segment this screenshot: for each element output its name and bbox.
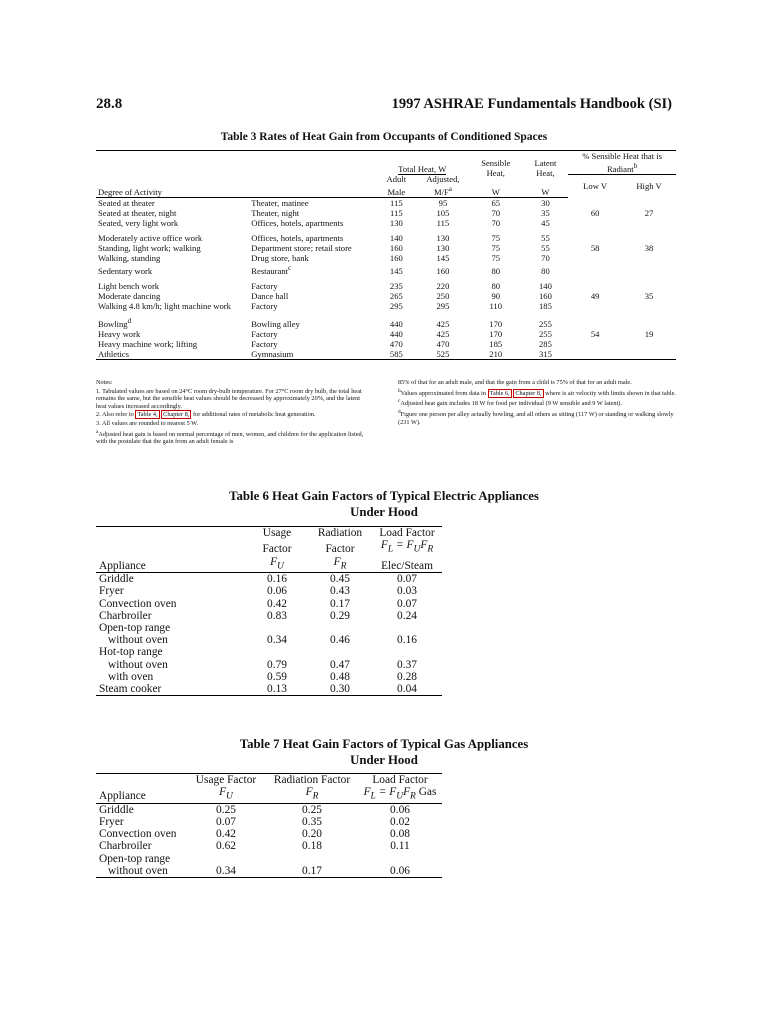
table3-cell-sens: 75 <box>491 253 501 264</box>
appliance-header-7: Appliance <box>96 786 186 803</box>
table3-cell-sens: 210 <box>469 349 523 360</box>
table3-cell-adj: 425 <box>436 328 450 339</box>
table3-cell-activity: Heavy work <box>98 328 141 339</box>
table3-cell-activity: Walking 4.8 km/h; light machine work <box>98 301 231 312</box>
table6-cell-r: 0.46 <box>330 634 350 647</box>
adjusted-header: Adjusted, <box>426 174 460 185</box>
table7-cell-r: 0.35 <box>302 815 322 828</box>
table3-cell-high <box>622 339 676 349</box>
table3-cell-activity: Standing, light work; walking <box>98 243 201 254</box>
table6-row <box>96 634 442 646</box>
table3-cell-place: Factory <box>251 328 278 339</box>
table6-cell-name: Convection oven <box>99 597 177 610</box>
table7-title: Table 7 Heat Gain Factors of Typical Gas Appliances Under Hood <box>0 736 768 768</box>
table3-cell-activity: Seated at theater, night <box>98 208 177 219</box>
table6-cell-u: 0.16 <box>267 573 287 586</box>
table3-cell-place: Offices, hotels, apartments <box>251 233 344 244</box>
table6-cell-l: 0.07 <box>397 573 417 586</box>
table3-cell-adj: 470 <box>436 338 450 349</box>
table3-cell-place: Drug store, bank <box>251 253 309 264</box>
table6-cell-u: 0.42 <box>267 597 287 610</box>
table3-row <box>96 198 676 209</box>
table3-cell-adj: 115 <box>436 218 450 229</box>
table7-row <box>96 828 442 840</box>
table3-cell-low <box>568 311 622 329</box>
table3-cell-low <box>568 228 622 243</box>
table6-row <box>96 585 442 597</box>
table3-cell-male: 115 <box>390 198 403 209</box>
table3-cell-low <box>568 198 622 209</box>
table3-notes-right <box>398 379 676 427</box>
table3-cell-low: 49 <box>590 291 600 302</box>
table3-cell-male: 160 <box>389 243 403 254</box>
table3-cell-place: Department store; retail store <box>251 243 352 254</box>
table6-subtitle: Under Hood <box>350 505 418 519</box>
activity-header: Degree of Activity <box>96 184 249 197</box>
table3-cell-adj: 160 <box>436 266 450 277</box>
table6-body <box>96 573 442 696</box>
table3-cell-low <box>568 276 622 291</box>
table3-cell-lat: 285 <box>539 338 552 349</box>
table3-row <box>96 329 676 339</box>
note-2: 2. Also refer to Table 4, Chapter 8, for additional rates of metabolic heat generation. <box>96 411 316 419</box>
table3-cell-sens: 80 <box>491 281 501 292</box>
table3-cell-sens: 170 <box>489 328 503 339</box>
notes-heading: Notes: <box>96 379 113 386</box>
table3-cell-lat: 70 <box>541 253 550 264</box>
table6-cell-r: 0.45 <box>330 573 350 586</box>
table3-cell-high <box>622 218 676 228</box>
table6-cell-u: 0.34 <box>267 634 287 647</box>
table6-cell-name: Fryer <box>99 585 124 598</box>
table6-cell-l: 0.28 <box>397 670 417 683</box>
chapter8-link[interactable]: Chapter 8, <box>163 411 190 419</box>
table7-cell-r: 0.17 <box>266 865 358 878</box>
table3-cell-male: 130 <box>389 218 403 229</box>
table7-row <box>96 803 442 816</box>
table3-cell-male: 440 <box>389 328 403 339</box>
table3-cell-male: 295 <box>389 301 403 312</box>
table7-cell-name: Charbroiler <box>99 840 152 853</box>
table3-row <box>96 276 676 291</box>
table3-cell-activity: Walking, standing <box>98 253 161 264</box>
table3-row <box>96 228 676 243</box>
table3-cell-low: 60 <box>590 208 600 219</box>
table6-cell-l: 0.07 <box>397 597 417 610</box>
table7-cell-u: 0.07 <box>216 815 236 828</box>
note-d: $^d$Figure one person per alley actually bowling, and all others as sitting (117 W) or standing or walking slowly (231 W). <box>398 408 674 426</box>
table7-cell-u: 0.62 <box>216 840 236 853</box>
table3-cell-high <box>622 276 676 291</box>
table3-cell-activity: Athletics <box>96 349 249 360</box>
table3-title: Table 3 Rates of Heat Gain from Occupants of Conditioned Spaces <box>220 131 548 143</box>
table3-body <box>96 198 676 360</box>
note-a: $^a$Adjusted heat gain is based on normal percentage of men, women, and children for the application listed, with the postulate that the gain from an adult female is <box>96 428 364 446</box>
table3-cell-sens: 75 <box>491 243 501 254</box>
table3-cell-lat: 55 <box>541 243 550 254</box>
table6-cell-r: 0.17 <box>330 597 350 610</box>
table6-cell-u: 0.06 <box>267 585 287 598</box>
table3-cell-activity: Moderate dancing <box>98 291 161 302</box>
table3-cell-lat: 55 <box>541 233 550 244</box>
table3-cell-lat: 255 <box>539 318 552 329</box>
note-3: 3. All values are rounded to nearest 5 W. <box>96 419 199 427</box>
table6-cell-l <box>372 622 442 634</box>
table3-cell-sens: 70 <box>491 208 501 219</box>
table7-cell-name: Fryer <box>99 815 124 828</box>
table3-cell-activity: Moderately active office work <box>98 233 203 244</box>
table3-cell-place: Factory <box>251 301 278 312</box>
table3-row <box>96 218 676 228</box>
table3-row <box>96 311 676 329</box>
table7-cell-name: Griddle <box>99 803 134 816</box>
table7-cell-l: 0.02 <box>390 815 410 828</box>
table7-cell-r: 0.25 <box>302 803 322 816</box>
table6-cell-l: 0.03 <box>397 585 417 598</box>
table3-cell-sens: 110 <box>489 301 503 312</box>
table7-subtitle: Under Hood <box>350 753 418 767</box>
table3-cell-low <box>568 349 622 360</box>
table7-cell-r: 0.18 <box>302 840 322 853</box>
table3-cell-high: 35 <box>644 291 654 302</box>
note-b: $^b$Values approximated from data in Table 6, Chapter 8, where is air velocity with limits shown in that table. <box>398 387 676 397</box>
table3-cell-adj: 295 <box>436 301 450 312</box>
table3-cell-adj: 250 <box>436 291 450 302</box>
table7-cell-name: without oven <box>96 865 186 878</box>
table3-cell-sens: 75 <box>491 233 501 244</box>
table3-cell-male: 470 <box>389 338 403 349</box>
table3-cell-high <box>622 263 676 276</box>
table6-row <box>96 646 442 658</box>
table3-cell-place: Theater, matinee <box>251 198 309 209</box>
table3-cell-activity: Seated, very light work <box>98 218 179 229</box>
table3-cell-activity: Light bench work <box>98 281 160 292</box>
table3-cell-place: Factory <box>251 281 278 292</box>
chapter8-link-2[interactable]: Chapter 8, <box>515 389 542 397</box>
table7-cell-l <box>358 853 442 865</box>
table6-cell-r: 0.30 <box>308 683 372 696</box>
table3-cell-sens: 80 <box>491 266 501 277</box>
table7-cell-l: 0.06 <box>390 803 410 816</box>
table3-cell-lat: 185 <box>539 301 552 312</box>
table3-cell-low: 54 <box>590 328 600 339</box>
table7-cell-name: Open-top range <box>99 852 171 865</box>
table6-cell-r: 0.48 <box>330 670 350 683</box>
table3-cell-male: 585 <box>376 349 417 360</box>
table7-cell-r: 0.20 <box>302 828 322 841</box>
table6-cell-r: 0.43 <box>330 585 350 598</box>
table3-cell-sens: 185 <box>489 338 503 349</box>
table7-row <box>96 865 442 878</box>
table3-cell-male: 140 <box>389 233 403 244</box>
page-number: 28.8 <box>96 96 123 112</box>
table3-row <box>96 243 676 253</box>
table3-cell-high: 27 <box>644 208 654 219</box>
table3-cell-place: Offices, hotels, apartments <box>251 218 344 229</box>
table6-cell-name: Open-top range <box>99 621 171 634</box>
table7-cell-r <box>266 853 358 865</box>
table6-cell-name: Hot-top range <box>99 646 163 659</box>
table6-row <box>96 659 442 671</box>
total-heat-header: Total Heat, W <box>398 164 447 175</box>
table3-cell-sens: 70 <box>491 218 501 229</box>
table3-row <box>96 208 676 218</box>
table3-row <box>96 339 676 349</box>
table6-row <box>96 671 442 683</box>
table3-cell-activity: Heavy machine work; lifting <box>98 338 198 349</box>
table6-cell-name: Charbroiler <box>99 609 152 622</box>
table3-cell-activity: Seated at theater <box>98 198 155 209</box>
book-title: 1997 ASHRAE Fundamentals Handbook (SI) <box>391 96 672 112</box>
table3-cell-adj: 145 <box>436 253 450 264</box>
table6-cell-r: 0.29 <box>330 609 350 622</box>
table3-cell-high <box>622 301 676 311</box>
table3-cell-lat: 160 <box>539 291 552 302</box>
table3-cell-high <box>622 253 676 263</box>
table7-cell-u: 0.42 <box>216 828 236 841</box>
table3-row <box>96 253 676 263</box>
note-a-continued: 85% of that for an adult male, and that the gain from a child is 75% of that for an adult male. <box>398 379 632 386</box>
table6-cell-name: without oven <box>108 634 168 647</box>
table3-row <box>96 349 676 360</box>
table3-row <box>96 263 676 276</box>
table3-cell-place: Theater, night <box>251 208 300 219</box>
table3-cell-male: 440 <box>389 318 403 329</box>
table3-cell-low: 58 <box>590 243 600 254</box>
table7-row <box>96 853 442 865</box>
table3-notes-left <box>96 379 372 447</box>
table6-cell-name: without oven <box>108 658 168 671</box>
table6-cell-l: 0.16 <box>397 634 417 647</box>
table3-cell-adj: 425 <box>436 318 450 329</box>
table3-cell-sens: 90 <box>491 291 501 302</box>
table3-cell-low <box>568 301 622 311</box>
table3-cell-adj: 105 <box>436 208 450 219</box>
table6-row <box>96 573 442 586</box>
table7-cell-u <box>186 853 266 865</box>
table3-cell-adj: 525 <box>417 349 469 360</box>
table3-cell-high: 38 <box>644 243 654 254</box>
table3-cell-adj: 130 <box>436 243 450 254</box>
table3: Total Heat, W Sensible Heat, Latent Heat, % Sensible Heat that is Radiant$^b$ Adult Adjusted, Low V High V Degree of Activity Male $M/F^a$ W W Seated at theater Theater, matinee 115 95 65 30 Seated at theater, night Theater, night 115 105 70 35 60 27 Seated, very light work Offices, hotels, apartments 130 115 70 45 Moderately active office work Offices, hotels, apartments 140 130 75 55 Standing, light work; walking Department store; retail store 160 130 75 55 58 38 Walking, standing Drug store, bank 160 145 75 70 Sedentary work Restaurant$^c$ 145 160 80 80 Light bench work Factory 235 220 80 140 Moderate dancing Dance hall 265 250 90 160 49 35 Walking 4.8 km/h; light machine work Factory 295 295 110 185 Bowling$^d$ Bowling alley 440 425 170 255 Heavy work Factory 440 425 170 255 54 19 Heavy machine work; lifting Factory 470 470 185 285 Athletics Gymnasium 585 525 210 315 <box>96 150 676 360</box>
table3-cell-low <box>568 253 622 263</box>
table3-cell-high <box>622 349 676 360</box>
table6-cell-u: 0.59 <box>267 670 287 683</box>
adult-male-header: Adult <box>386 174 407 185</box>
table3-cell-lat: 45 <box>541 218 550 229</box>
table6-row <box>96 610 442 622</box>
table3-cell-high <box>622 311 676 329</box>
table3-cell-activity: Sedentary work <box>98 266 153 277</box>
table3-cell-male: 115 <box>390 208 403 219</box>
table3-cell-sens: 170 <box>489 318 503 329</box>
table3-cell-high: 19 <box>644 328 654 339</box>
table6-title: Table 6 Heat Gain Factors of Typical Electric Appliances Under Hood <box>0 488 768 520</box>
table6-cell-l: 0.24 <box>397 609 417 622</box>
table6-cell-u: 0.79 <box>267 658 287 671</box>
table6-row <box>96 622 442 634</box>
table3-row <box>96 301 676 311</box>
table4-link[interactable]: Table 4, <box>137 411 158 419</box>
table7-cell-name: Convection oven <box>99 828 177 841</box>
table3-cell-adj: 220 <box>436 281 450 292</box>
table6-row <box>96 683 442 696</box>
table6-cell-l <box>372 646 442 658</box>
table3-cell-male: 160 <box>389 253 403 264</box>
table3-cell-sens: 65 <box>491 198 501 209</box>
table3-row <box>96 291 676 301</box>
table3-cell-lat: 80 <box>541 266 550 277</box>
table6-cell-r: 0.47 <box>330 658 350 671</box>
table3-cell-lat: 315 <box>523 349 569 360</box>
table7-cell-l: 0.08 <box>390 828 410 841</box>
table6-cell-name: Griddle <box>99 573 134 586</box>
table7-row <box>96 816 442 828</box>
table7-cell-u: 0.34 <box>186 865 266 878</box>
table6-row <box>96 598 442 610</box>
table7-body <box>96 803 442 877</box>
table3-cell-lat: 140 <box>539 281 552 292</box>
table3-cell-male: 235 <box>389 281 403 292</box>
table3-cell-low <box>568 263 622 276</box>
table3-cell-lat: 35 <box>541 208 550 219</box>
table3-cell-place: Bowling alley <box>251 318 300 329</box>
table3-cell-high <box>622 198 676 209</box>
table6-cell-u: 0.83 <box>267 609 287 622</box>
table3-cell-place: Restaurant$^c$ <box>251 264 292 277</box>
table3-cell-lat: 30 <box>541 198 550 209</box>
table6-cell-u: 0.13 <box>246 683 308 696</box>
table6-cell-l: 0.04 <box>372 683 442 696</box>
table6: Usage Radiation Load Factor Factor Factor $F_L = F_UF_R$ Appliance $F_U$ $F_R$ Elec/Steam Griddle 0.16 0.45 0.07 Fryer 0.06 0.43 0.03 Convection oven 0.42 0.17 0.07 Charbroiler 0.83 0.29 0.24 Open-top range without oven 0.34 0.46 0.16 Hot-top range without oven 0.79 0.47 0.37 with oven 0.59 0.48 0.28 Steam cooker 0.13 0.30 0.04 <box>96 526 442 696</box>
table3-cell-adj: 95 <box>438 198 448 209</box>
table3-cell-place: Dance hall <box>251 291 289 302</box>
table7-cell-l: 0.06 <box>358 865 442 878</box>
table3-cell-lat: 255 <box>539 328 552 339</box>
table7-cell-l: 0.11 <box>390 840 410 853</box>
table3-cell-low <box>568 218 622 228</box>
table6-cell-name: with oven <box>108 670 154 683</box>
note-1: 1. Tabulated values are based on 24°C room dry-bulb temperature. For 27°C room dry bulb, the total heat remains the same, but the sensible heat values should be decreased by approximately 20%, and the latent heat values increased accordingly. <box>96 387 362 410</box>
table6-cell-r <box>308 622 372 634</box>
table7: Usage Factor Radiation Factor Load Factor Appliance $F_U$ $F_R$ $F_L = F_UF_R$ Gas Griddle 0.25 0.25 0.06 Fryer 0.07 0.35 0.02 Convection oven 0.42 0.20 0.08 Charbroiler 0.62 0.18 0.11 Open-top range without oven 0.34 0.17 0.06 <box>96 773 442 878</box>
table3-cell-activity: Bowling$^d$ <box>98 317 132 329</box>
table3-cell-low <box>568 339 622 349</box>
table7-row <box>96 840 442 852</box>
table6-cell-u <box>246 646 308 658</box>
table3-cell-place: Gymnasium <box>249 349 375 360</box>
note-c: $^c$Adjusted heat gain includes 18 W for food per individual (9 W sensible and 9 W latent). <box>398 398 622 408</box>
appliance-header: Appliance <box>96 556 246 573</box>
table3-cell-adj: 130 <box>436 233 450 244</box>
table6-cell-name: Steam cooker <box>96 683 246 696</box>
table3-cell-male: 265 <box>389 291 403 302</box>
table6-link[interactable]: Table 6, <box>489 389 510 397</box>
table7-cell-u: 0.25 <box>216 803 236 816</box>
table3-cell-place: Factory <box>251 338 278 349</box>
table6-cell-u <box>246 622 308 634</box>
table6-cell-l: 0.37 <box>397 658 417 671</box>
table3-cell-male: 145 <box>389 266 403 277</box>
table3-cell-high <box>622 228 676 243</box>
table6-cell-r <box>308 646 372 658</box>
